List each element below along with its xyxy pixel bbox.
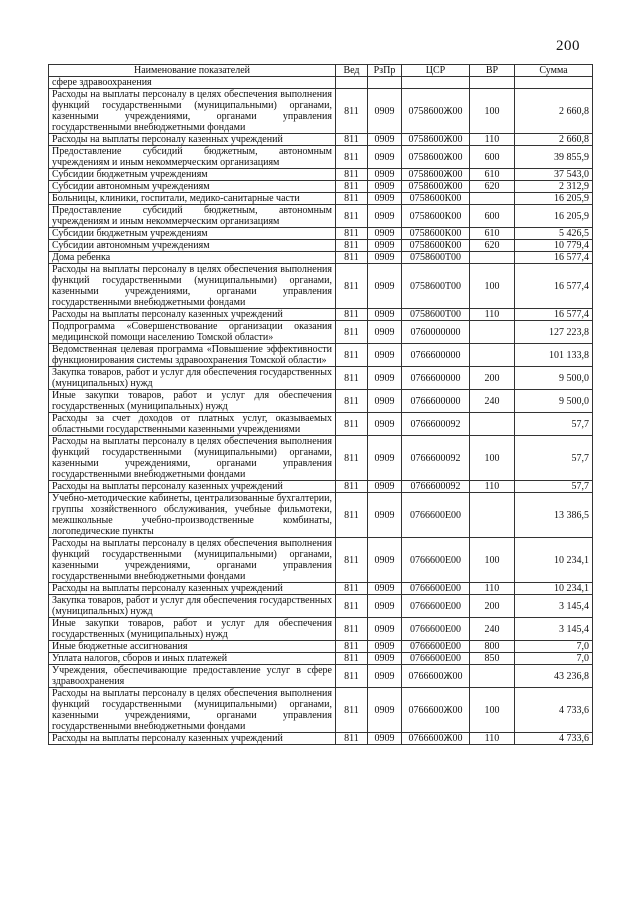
row-sum-cell: 57,7	[515, 413, 593, 436]
row-name-cell: сфере здравоохранения	[49, 77, 336, 89]
row-vr-cell: 600	[470, 205, 515, 228]
row-rzpr-cell: 0909	[368, 193, 402, 205]
row-ved-cell: 811	[336, 169, 368, 181]
table-row	[49, 641, 593, 653]
table-row	[49, 688, 593, 733]
row-rzpr-cell: 0909	[368, 264, 402, 309]
row-name-cell: Расходы на выплаты персоналу казенных учреждений	[49, 481, 336, 493]
row-ved-cell: 811	[336, 436, 368, 481]
row-name-cell: Предоставление субсидий бюджетным, автономным учреждениям и иным некоммерческим организациям	[49, 146, 336, 169]
row-rzpr-cell: 0909	[368, 367, 402, 390]
row-sum-cell: 16 205,9	[515, 205, 593, 228]
row-csr-cell: 0766600Е00	[402, 641, 470, 653]
row-sum-cell: 10 234,1	[515, 583, 593, 595]
table-row	[49, 264, 593, 309]
table-row	[49, 595, 593, 618]
row-name-cell: Расходы на выплаты персоналу казенных учреждений	[49, 583, 336, 595]
table-row	[49, 321, 593, 344]
row-ved-cell: 811	[336, 344, 368, 367]
row-name-cell: Расходы на выплаты персоналу в целях обеспечения выполнения функций государственными (муниципальными) органами, казенными учреждениями, органами управления государственными внебюджетными фондами	[49, 436, 336, 481]
table-row	[49, 240, 593, 252]
row-ved-cell: 811	[336, 733, 368, 745]
row-rzpr-cell: 0909	[368, 146, 402, 169]
row-rzpr-cell: 0909	[368, 538, 402, 583]
row-sum-cell: 43 236,8	[515, 665, 593, 688]
row-ved-cell: 811	[336, 252, 368, 264]
row-csr-cell: 0758600Т00	[402, 309, 470, 321]
row-vr-cell: 600	[470, 146, 515, 169]
row-name-cell: Субсидии бюджетным учреждениям	[49, 169, 336, 181]
row-csr-cell: 0758600Ж00	[402, 169, 470, 181]
row-ved-cell: 811	[336, 538, 368, 583]
table-row	[49, 309, 593, 321]
table-row	[49, 134, 593, 146]
row-csr-cell: 0758600К00	[402, 240, 470, 252]
row-name-cell: Закупка товаров, работ и услуг для обеспечения государственных (муниципальных) нужд	[49, 367, 336, 390]
row-ved-cell: 811	[336, 309, 368, 321]
row-sum-cell: 2 660,8	[515, 134, 593, 146]
row-name-cell: Подпрограмма «Совершенствование организации оказания медицинской помощи населению Томской области»	[49, 321, 336, 344]
row-rzpr-cell: 0909	[368, 688, 402, 733]
row-ved-cell: 811	[336, 688, 368, 733]
row-ved-cell: 811	[336, 493, 368, 538]
row-rzpr-cell: 0909	[368, 436, 402, 481]
row-ved-cell: 811	[336, 321, 368, 344]
row-csr-cell: 0766600Е00	[402, 653, 470, 665]
row-ved-cell: 811	[336, 89, 368, 134]
row-rzpr-cell: 0909	[368, 309, 402, 321]
row-sum-cell: 10 779,4	[515, 240, 593, 252]
row-rzpr-cell: 0909	[368, 252, 402, 264]
header-rzpr: РзПр	[368, 65, 402, 77]
table-row	[49, 228, 593, 240]
row-vr-cell: 800	[470, 641, 515, 653]
table-row	[49, 665, 593, 688]
table-row	[49, 169, 593, 181]
table-row	[49, 89, 593, 134]
row-name-cell: Расходы на выплаты персоналу в целях обеспечения выполнения функций государственными (муниципальными) органами, казенными учреждениями, органами управления государственными внебюджетными фондами	[49, 538, 336, 583]
row-rzpr-cell: 0909	[368, 618, 402, 641]
table-row	[49, 181, 593, 193]
table-row	[49, 733, 593, 745]
row-vr-cell: 620	[470, 240, 515, 252]
header-sum: Сумма	[515, 65, 593, 77]
row-vr-cell: 610	[470, 169, 515, 181]
row-sum-cell: 3 145,4	[515, 595, 593, 618]
row-sum-cell: 2 312,9	[515, 181, 593, 193]
row-name-cell: Расходы на выплаты персоналу казенных учреждений	[49, 134, 336, 146]
row-sum-cell: 9 500,0	[515, 390, 593, 413]
table-row	[49, 493, 593, 538]
row-vr-cell: 240	[470, 390, 515, 413]
row-sum-cell: 39 855,9	[515, 146, 593, 169]
row-sum-cell: 16 577,4	[515, 264, 593, 309]
row-vr-cell: 620	[470, 181, 515, 193]
row-vr-cell: 100	[470, 688, 515, 733]
table-row	[49, 618, 593, 641]
row-name-cell: Расходы на выплаты персоналу в целях обеспечения выполнения функций государственными (муниципальными) органами, казенными учреждениями, органами управления государственными внебюджетными фондами	[49, 89, 336, 134]
row-name-cell: Уплата налогов, сборов и иных платежей	[49, 653, 336, 665]
row-sum-cell: 7,0	[515, 653, 593, 665]
row-sum-cell: 57,7	[515, 436, 593, 481]
row-csr-cell: 0758600К00	[402, 193, 470, 205]
row-vr-cell	[470, 193, 515, 205]
row-vr-cell: 200	[470, 595, 515, 618]
row-rzpr-cell: 0909	[368, 595, 402, 618]
row-rzpr-cell: 0909	[368, 641, 402, 653]
row-vr-cell: 100	[470, 436, 515, 481]
row-rzpr-cell: 0909	[368, 481, 402, 493]
row-sum-cell: 3 145,4	[515, 618, 593, 641]
row-csr-cell: 0766600Ж00	[402, 665, 470, 688]
row-ved-cell: 811	[336, 665, 368, 688]
page-number: 200	[556, 38, 580, 54]
row-rzpr-cell: 0909	[368, 89, 402, 134]
row-csr-cell: 0758600Т00	[402, 264, 470, 309]
row-vr-cell	[470, 665, 515, 688]
row-csr-cell: 0758600К00	[402, 205, 470, 228]
row-name-cell: Иные бюджетные ассигнования	[49, 641, 336, 653]
row-name-cell: Расходы за счет доходов от платных услуг, оказываемых областными государственными казенными учреждениями	[49, 413, 336, 436]
row-csr-cell: 0766600Е00	[402, 618, 470, 641]
row-ved-cell: 811	[336, 181, 368, 193]
row-rzpr-cell: 0909	[368, 240, 402, 252]
table-row	[49, 146, 593, 169]
row-vr-cell	[470, 413, 515, 436]
row-sum-cell: 37 543,0	[515, 169, 593, 181]
row-sum-cell: 57,7	[515, 481, 593, 493]
row-rzpr-cell	[368, 77, 402, 89]
table-row	[49, 205, 593, 228]
row-csr-cell	[402, 77, 470, 89]
row-rzpr-cell: 0909	[368, 205, 402, 228]
row-ved-cell: 811	[336, 264, 368, 309]
row-rzpr-cell: 0909	[368, 583, 402, 595]
row-vr-cell	[470, 344, 515, 367]
row-name-cell: Субсидии бюджетным учреждениям	[49, 228, 336, 240]
row-rzpr-cell: 0909	[368, 493, 402, 538]
row-ved-cell: 811	[336, 481, 368, 493]
row-ved-cell: 811	[336, 390, 368, 413]
row-rzpr-cell: 0909	[368, 169, 402, 181]
row-sum-cell: 4 733,6	[515, 733, 593, 745]
row-csr-cell: 0758600Ж00	[402, 181, 470, 193]
row-csr-cell: 0766600000	[402, 390, 470, 413]
row-rzpr-cell: 0909	[368, 228, 402, 240]
row-sum-cell: 16 577,4	[515, 252, 593, 264]
row-vr-cell: 100	[470, 538, 515, 583]
row-rzpr-cell: 0909	[368, 321, 402, 344]
row-vr-cell: 110	[470, 481, 515, 493]
row-ved-cell: 811	[336, 641, 368, 653]
table-row	[49, 344, 593, 367]
row-sum-cell: 10 234,1	[515, 538, 593, 583]
row-sum-cell: 4 733,6	[515, 688, 593, 733]
row-name-cell: Иные закупки товаров, работ и услуг для обеспечения государственных (муниципальных) нужд	[49, 618, 336, 641]
row-csr-cell: 0766600000	[402, 367, 470, 390]
row-csr-cell: 0766600Е00	[402, 493, 470, 538]
row-ved-cell: 811	[336, 653, 368, 665]
row-name-cell: Ведомственная целевая программа «Повышение эффективности функционирования системы здравоохранения Томской области»	[49, 344, 336, 367]
row-ved-cell: 811	[336, 205, 368, 228]
table-row	[49, 436, 593, 481]
row-ved-cell: 811	[336, 228, 368, 240]
row-rzpr-cell: 0909	[368, 181, 402, 193]
row-csr-cell: 0766600092	[402, 436, 470, 481]
row-csr-cell: 0766600Ж00	[402, 688, 470, 733]
row-name-cell: Расходы на выплаты персоналу казенных учреждений	[49, 309, 336, 321]
table-row	[49, 538, 593, 583]
table-row	[49, 77, 593, 89]
header-name: Наименование показателей	[49, 65, 336, 77]
row-name-cell: Учебно-методические кабинеты, централизованные бухгалтерии, группы хозяйственного обслуживания, учебные фильмотеки, межшкольные учебно-производственные комбинаты, логопедические пункты	[49, 493, 336, 538]
table-row	[49, 653, 593, 665]
row-rzpr-cell: 0909	[368, 665, 402, 688]
row-vr-cell	[470, 252, 515, 264]
row-csr-cell: 0758600Ж00	[402, 146, 470, 169]
row-ved-cell: 811	[336, 413, 368, 436]
table-row	[49, 252, 593, 264]
row-vr-cell: 110	[470, 583, 515, 595]
row-name-cell: Расходы на выплаты персоналу в целях обеспечения выполнения функций государственными (муниципальными) органами, казенными учреждениями, органами управления государственными внебюджетными фондами	[49, 264, 336, 309]
row-ved-cell: 811	[336, 240, 368, 252]
header-csr: ЦСР	[402, 65, 470, 77]
row-vr-cell: 110	[470, 733, 515, 745]
row-ved-cell: 811	[336, 367, 368, 390]
row-sum-cell	[515, 77, 593, 89]
row-name-cell: Больницы, клиники, госпитали, медико-санитарные части	[49, 193, 336, 205]
row-sum-cell: 127 223,8	[515, 321, 593, 344]
row-vr-cell: 850	[470, 653, 515, 665]
row-vr-cell	[470, 493, 515, 538]
table-header-row	[49, 65, 593, 77]
row-rzpr-cell: 0909	[368, 134, 402, 146]
row-csr-cell: 0758600Ж00	[402, 134, 470, 146]
row-ved-cell: 811	[336, 583, 368, 595]
row-ved-cell: 811	[336, 618, 368, 641]
table-row	[49, 413, 593, 436]
row-csr-cell: 0766600Е00	[402, 595, 470, 618]
row-csr-cell: 0766600Ж00	[402, 733, 470, 745]
row-ved-cell	[336, 77, 368, 89]
row-rzpr-cell: 0909	[368, 733, 402, 745]
row-rzpr-cell: 0909	[368, 390, 402, 413]
row-name-cell: Закупка товаров, работ и услуг для обеспечения государственных (муниципальных) нужд	[49, 595, 336, 618]
row-sum-cell: 13 386,5	[515, 493, 593, 538]
row-rzpr-cell: 0909	[368, 653, 402, 665]
row-name-cell: Субсидии автономным учреждениям	[49, 240, 336, 252]
row-name-cell: Дома ребенка	[49, 252, 336, 264]
table-row	[49, 390, 593, 413]
table-row	[49, 481, 593, 493]
row-vr-cell: 200	[470, 367, 515, 390]
table-row	[49, 193, 593, 205]
row-ved-cell: 811	[336, 595, 368, 618]
row-name-cell: Учреждения, обеспечивающие предоставление услуг в сфере здравоохранения	[49, 665, 336, 688]
row-name-cell: Иные закупки товаров, работ и услуг для обеспечения государственных (муниципальных) нужд	[49, 390, 336, 413]
row-ved-cell: 811	[336, 146, 368, 169]
row-csr-cell: 0766600092	[402, 481, 470, 493]
row-csr-cell: 0758600Т00	[402, 252, 470, 264]
row-csr-cell: 0758600Ж00	[402, 89, 470, 134]
row-rzpr-cell: 0909	[368, 344, 402, 367]
row-sum-cell: 7,0	[515, 641, 593, 653]
row-sum-cell: 101 133,8	[515, 344, 593, 367]
row-csr-cell: 0760000000	[402, 321, 470, 344]
row-vr-cell: 240	[470, 618, 515, 641]
row-rzpr-cell: 0909	[368, 413, 402, 436]
row-name-cell: Расходы на выплаты персоналу казенных учреждений	[49, 733, 336, 745]
row-sum-cell: 2 660,8	[515, 89, 593, 134]
header-ved: Вед	[336, 65, 368, 77]
row-name-cell: Расходы на выплаты персоналу в целях обеспечения выполнения функций государственными (муниципальными) органами, казенными учреждениями, органами управления государственными внебюджетными фондами	[49, 688, 336, 733]
row-sum-cell: 16 577,4	[515, 309, 593, 321]
header-vr: ВР	[470, 65, 515, 77]
row-ved-cell: 811	[336, 134, 368, 146]
row-sum-cell: 16 205,9	[515, 193, 593, 205]
row-csr-cell: 0766600Е00	[402, 583, 470, 595]
row-name-cell: Предоставление субсидий бюджетным, автономным учреждениям и иным некоммерческим организациям	[49, 205, 336, 228]
table-row	[49, 583, 593, 595]
row-csr-cell: 0766600Е00	[402, 538, 470, 583]
row-vr-cell	[470, 77, 515, 89]
budget-table	[48, 64, 593, 745]
row-vr-cell: 110	[470, 309, 515, 321]
row-vr-cell: 100	[470, 264, 515, 309]
table-body	[49, 77, 593, 745]
row-csr-cell: 0766600092	[402, 413, 470, 436]
row-sum-cell: 5 426,5	[515, 228, 593, 240]
row-vr-cell: 110	[470, 134, 515, 146]
row-csr-cell: 0758600К00	[402, 228, 470, 240]
row-name-cell: Субсидии автономным учреждениям	[49, 181, 336, 193]
row-vr-cell	[470, 321, 515, 344]
row-ved-cell: 811	[336, 193, 368, 205]
row-sum-cell: 9 500,0	[515, 367, 593, 390]
table-row	[49, 367, 593, 390]
row-vr-cell: 100	[470, 89, 515, 134]
row-csr-cell: 0766600000	[402, 344, 470, 367]
row-vr-cell: 610	[470, 228, 515, 240]
